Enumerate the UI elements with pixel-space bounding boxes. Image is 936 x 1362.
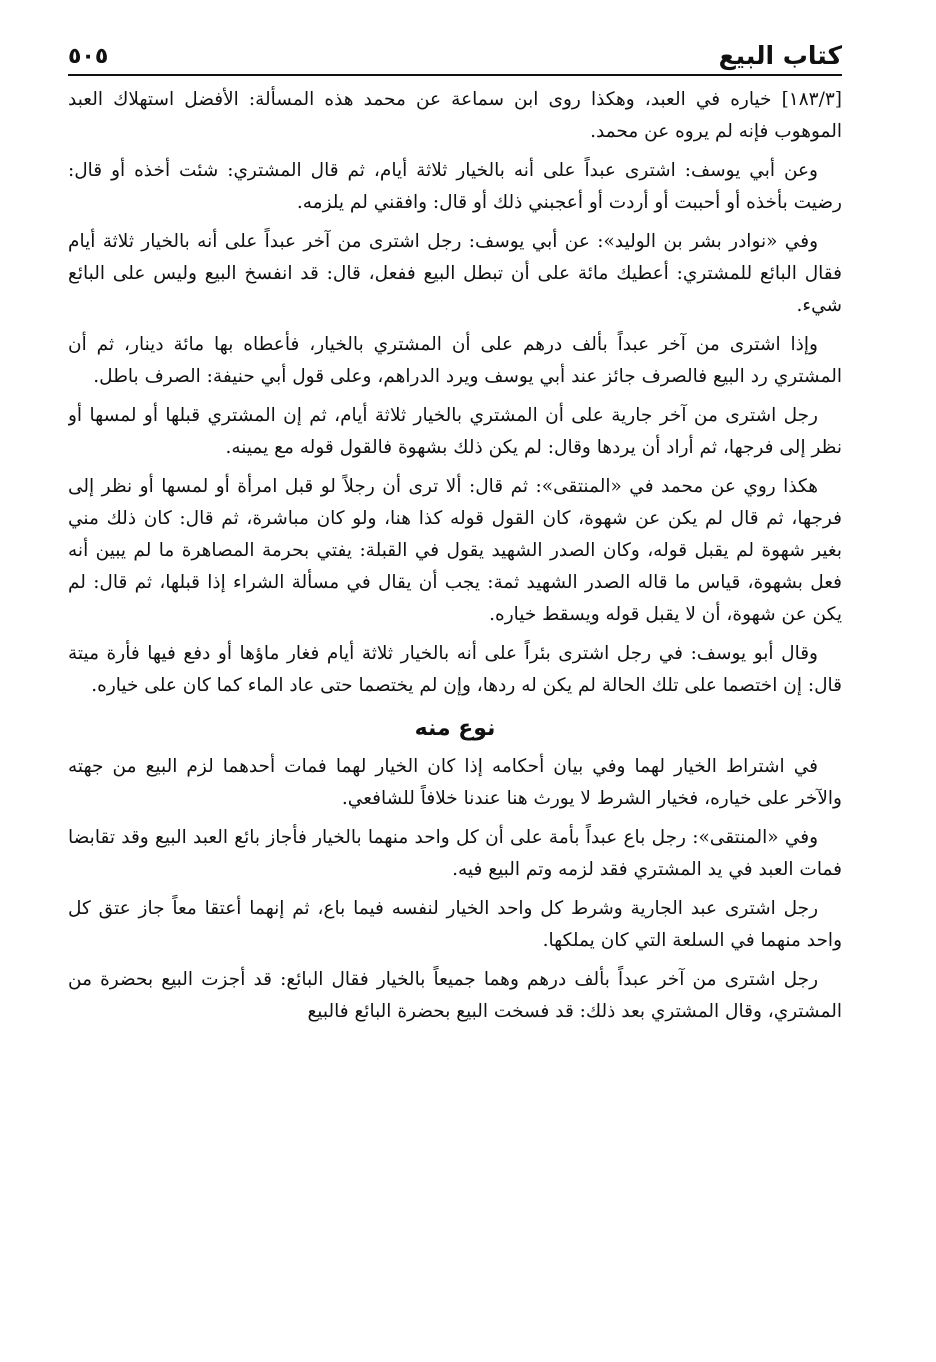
paragraph: وإذا اشترى من آخر عبداً بألف درهم على أن المشتري بالخيار، فأعطاه بها مائة دينار، ثم أن المشتري رد البيع فالصرف جائز عند أبي يوسف ويرد الدراهم، وعلى قول أبي حنيفة: الصرف باطل. bbox=[68, 334, 842, 387]
paragraph: وفي «المنتقى»: رجل باع عبداً بأمة على أن كل واحد منهما بالخيار فأجاز بائع العبد البيع وقد تقابضا فمات العبد في يد المشتري فقد لزمه وتم البيع فيه. bbox=[68, 827, 842, 880]
running-title: كتاب البيع bbox=[718, 41, 842, 70]
paragraph: رجل اشترى عبد الجارية وشرط كل واحد الخيار لنفسه فيما باع، ثم إنهما أعتقا معاً جاز عتق كل واحد منهما في السلعة التي كان يملكها. bbox=[68, 898, 842, 951]
paragraph: في اشتراط الخيار لهما وفي بيان أحكامه إذا كان الخيار لهما فمات أحدهما لزم البيع من جهته والآخر على خياره، فخيار الشرط لا يورث هنا عندنا خلافاً للشافعي. bbox=[68, 756, 842, 809]
paragraph: وعن أبي يوسف: اشترى عبداً على أنه بالخيار ثلاثة أيام، ثم قال المشتري: شئت أخذه أو قال: رضيت بأخذه أو أحببت أو أردت أو أعجبني ذلك أو قال: وافقني لم يلزمه. bbox=[68, 160, 842, 213]
page-header bbox=[68, 28, 842, 68]
paragraph: هكذا روي عن محمد في «المنتقى»: ثم قال: ألا ترى أن رجلاً لو قبل امرأة أو لمسها أو نظر إلى فرجها، ثم قال لم يكن عن شهوة، كان القول قوله كذا هنا، ولو كان مباشرة، ثم قال: كان ذلك مني بغير شهوة لم يقبل قوله، وكان الصدر الشهيد يقول في القبلة: يفتي بحرمة المصاهرة ما لم يبين أنه فعل بشهوة، قياس ما قاله الصدر الشهيد ثمة: يجب أن يقال في مسألة الشراء إذا قبلها، ثم قال: لم يكن عن شهوة، أن لا يقبل قوله ويسقط خياره. bbox=[68, 476, 842, 625]
section-heading: نوع منه bbox=[414, 716, 496, 741]
paragraph: وفي «نوادر بشر بن الوليد»: عن أبي يوسف: رجل اشترى من آخر عبداً على أنه بالخيار ثلاثة أيام فقال البائع للمشتري: أعطيك مائة على أن تبطل البيع ففعل، قال: قد انفسخ البيع وليس على البائع شيء. bbox=[68, 231, 842, 316]
paragraph: رجل اشترى من آخر عبداً بألف درهم وهما جميعاً بالخيار فقال البائع: قد أجزت البيع بحضرة من المشتري، وقال المشتري بعد ذلك: قد فسخت البيع بحضرة البائع فالبيع bbox=[68, 969, 842, 1022]
paragraph: وقال أبو يوسف: في رجل اشترى بئراً على أنه بالخيار ثلاثة أيام فغار ماؤها أو دفع فيها فأرة ميتة قال: إن اختصما على تلك الحالة لم يكن له ردها، وإن لم يختصما حتى عاد الماء كما كان على خياره. bbox=[68, 643, 842, 696]
paragraph: [١٨٣/٣] خياره في العبد، وهكذا روى ابن سماعة عن محمد هذه المسألة: الأفضل استهلاك العبد الموهوب فإنه لم يروه عن محمد. bbox=[68, 89, 842, 142]
header-divider bbox=[68, 74, 842, 76]
page-number: ٥٠٥ bbox=[68, 44, 109, 69]
paragraph: رجل اشترى من آخر جارية على أن المشتري بالخيار ثلاثة أيام، ثم إن المشتري قبلها أو لمسها أو نظر إلى فرجها، ثم أراد أن يردها وقال: لم يكن ذلك بشهوة فالقول قوله مع يمينه. bbox=[68, 405, 842, 458]
body-text bbox=[68, 84, 842, 1354]
